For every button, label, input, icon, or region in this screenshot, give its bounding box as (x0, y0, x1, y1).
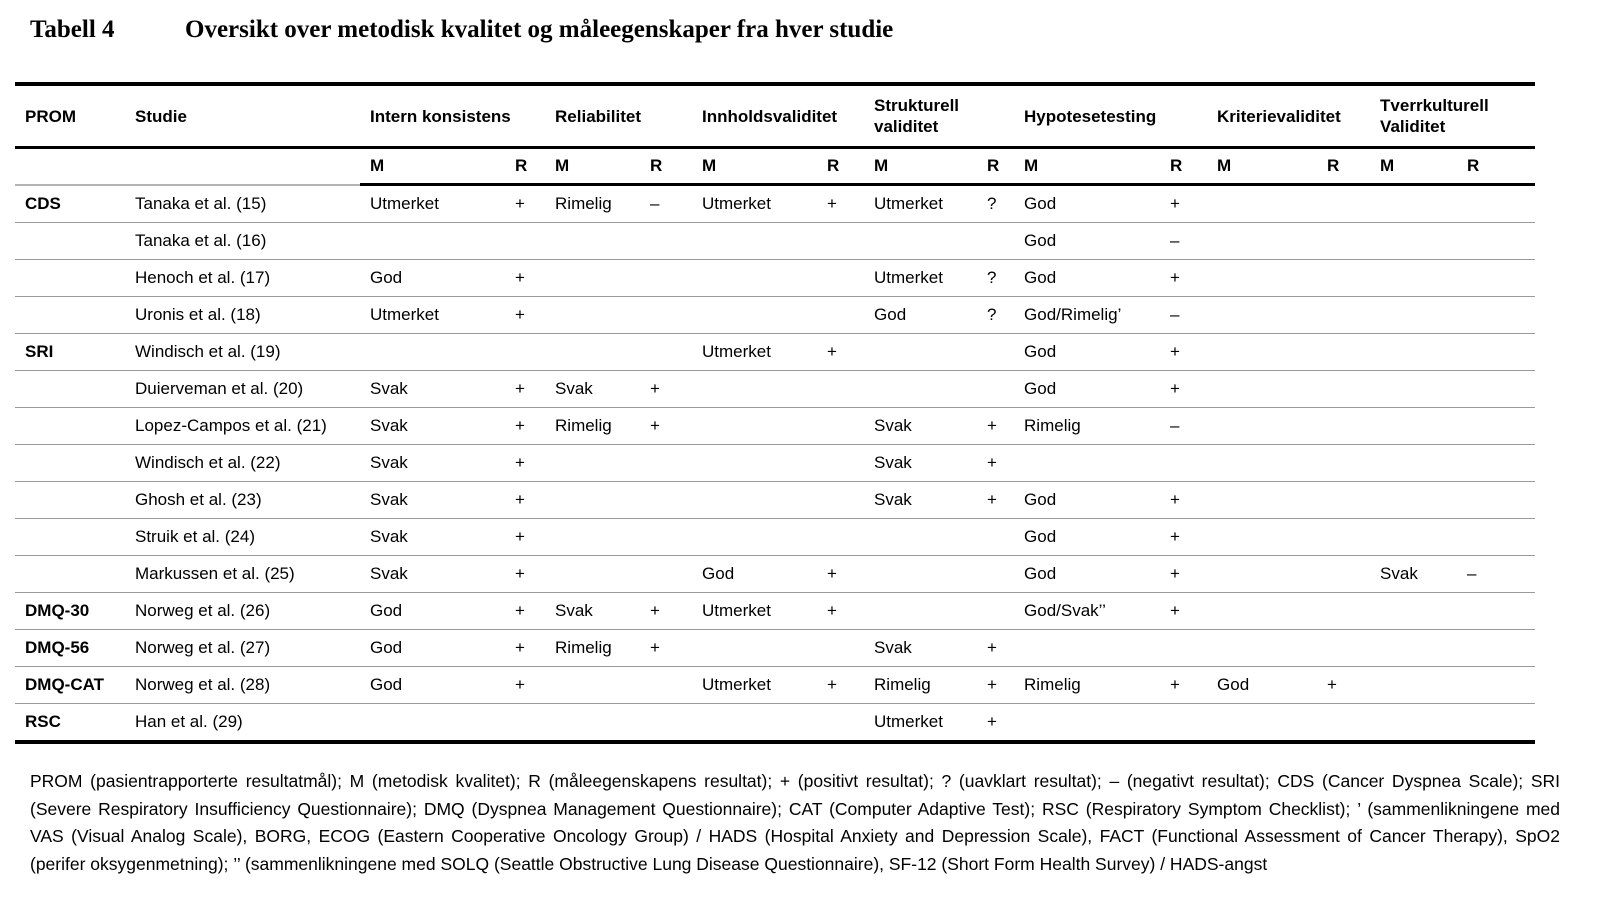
m-cell (360, 334, 505, 371)
m-cell (1370, 704, 1457, 743)
prom-cell (15, 260, 125, 297)
r-cell (505, 334, 545, 371)
m-cell: Utmerket (360, 297, 505, 334)
r-cell: + (505, 408, 545, 445)
studie-cell: Norweg et al. (26) (125, 593, 360, 630)
subheader-r: R (1317, 148, 1370, 185)
m-cell: Utmerket (692, 334, 817, 371)
r-cell: – (1160, 408, 1207, 445)
r-cell: + (640, 408, 692, 445)
subheader-r: R (1160, 148, 1207, 185)
r-cell (1457, 445, 1535, 482)
m-cell: Rimelig (545, 630, 640, 667)
table-row (15, 445, 1535, 482)
r-cell: + (817, 593, 864, 630)
r-cell (640, 556, 692, 593)
r-cell (1317, 185, 1370, 223)
document-page (0, 16, 1600, 897)
r-cell (1160, 704, 1207, 743)
subheader-r: R (977, 148, 1014, 185)
r-cell (1457, 260, 1535, 297)
r-cell (977, 519, 1014, 556)
r-cell: + (977, 445, 1014, 482)
studie-cell: Uronis et al. (18) (125, 297, 360, 334)
m-cell (545, 334, 640, 371)
m-cell (545, 223, 640, 260)
header-row-groups (15, 84, 1535, 148)
prom-cell: DMQ-CAT (15, 667, 125, 704)
r-cell (817, 260, 864, 297)
r-cell: + (1160, 260, 1207, 297)
m-cell (545, 260, 640, 297)
table-row (15, 408, 1535, 445)
r-cell (640, 297, 692, 334)
m-cell: Rimelig (864, 667, 977, 704)
r-cell (1457, 482, 1535, 519)
r-cell (817, 408, 864, 445)
subheader-m: M (360, 148, 505, 185)
m-cell (1370, 371, 1457, 408)
m-cell (545, 556, 640, 593)
r-cell (977, 223, 1014, 260)
m-cell (1014, 445, 1160, 482)
m-cell: God (1014, 371, 1160, 408)
m-cell (1207, 223, 1317, 260)
studie-cell: Windisch et al. (19) (125, 334, 360, 371)
r-cell: + (1160, 185, 1207, 223)
m-cell (864, 593, 977, 630)
m-cell (1014, 630, 1160, 667)
r-cell (817, 371, 864, 408)
m-cell (692, 371, 817, 408)
m-cell (692, 630, 817, 667)
studie-cell: Markussen et al. (25) (125, 556, 360, 593)
r-cell (1457, 667, 1535, 704)
r-cell (1457, 371, 1535, 408)
m-cell: God/Rimelig’ (1014, 297, 1160, 334)
prom-cell: SRI (15, 334, 125, 371)
subheader-m: M (1207, 148, 1317, 185)
m-cell (692, 260, 817, 297)
m-cell: Svak (864, 445, 977, 482)
r-cell (640, 334, 692, 371)
table-row (15, 482, 1535, 519)
header-row-mr (15, 148, 1535, 185)
m-cell (692, 223, 817, 260)
table-row (15, 297, 1535, 334)
r-cell: – (640, 185, 692, 223)
subheader-m: M (692, 148, 817, 185)
r-cell (1457, 185, 1535, 223)
r-cell (817, 297, 864, 334)
m-cell (692, 297, 817, 334)
prom-cell (15, 482, 125, 519)
prom-cell (15, 519, 125, 556)
m-cell (1207, 445, 1317, 482)
studie-cell: Henoch et al. (17) (125, 260, 360, 297)
prom-cell (15, 556, 125, 593)
m-cell (1207, 704, 1317, 743)
r-cell (817, 445, 864, 482)
m-cell: God (1014, 334, 1160, 371)
col-header-prom: PROM (15, 84, 125, 148)
r-cell (977, 371, 1014, 408)
r-cell: + (1160, 593, 1207, 630)
r-cell: ? (977, 185, 1014, 223)
subheader-r: R (1457, 148, 1535, 185)
r-cell: + (505, 185, 545, 223)
r-cell: + (505, 593, 545, 630)
corner-subheader-spacer (15, 148, 360, 185)
r-cell (1317, 223, 1370, 260)
m-cell (864, 334, 977, 371)
m-cell: Svak (360, 371, 505, 408)
table-title (30, 16, 1600, 44)
prom-cell (15, 297, 125, 334)
r-cell: – (1160, 297, 1207, 334)
m-cell (1207, 371, 1317, 408)
r-cell (640, 519, 692, 556)
r-cell (1457, 223, 1535, 260)
m-cell (1207, 297, 1317, 334)
studie-cell: Ghosh et al. (23) (125, 482, 360, 519)
r-cell (817, 519, 864, 556)
r-cell (1317, 704, 1370, 743)
r-cell (817, 630, 864, 667)
r-cell (977, 593, 1014, 630)
prom-cell: CDS (15, 185, 125, 223)
r-cell (977, 556, 1014, 593)
r-cell (1317, 260, 1370, 297)
subheader-m: M (545, 148, 640, 185)
m-cell (1370, 593, 1457, 630)
m-cell (360, 704, 505, 743)
r-cell (1457, 704, 1535, 743)
prom-cell (15, 408, 125, 445)
r-cell (640, 445, 692, 482)
m-cell (1014, 704, 1160, 743)
m-cell: God (1207, 667, 1317, 704)
m-cell: Svak (360, 482, 505, 519)
r-cell (1317, 593, 1370, 630)
r-cell: + (640, 593, 692, 630)
m-cell (1370, 260, 1457, 297)
m-cell: God (360, 593, 505, 630)
m-cell (545, 667, 640, 704)
r-cell: ? (977, 297, 1014, 334)
r-cell: + (977, 482, 1014, 519)
studie-cell: Lopez-Campos et al. (21) (125, 408, 360, 445)
group-header-2: Innholdsvaliditet (692, 84, 864, 148)
m-cell (1207, 630, 1317, 667)
group-header-0: Intern konsistens (360, 84, 545, 148)
r-cell (1317, 297, 1370, 334)
quality-overview-table (15, 82, 1535, 744)
table-row (15, 556, 1535, 593)
m-cell: Rimelig (1014, 667, 1160, 704)
table-row (15, 519, 1535, 556)
table-row (15, 223, 1535, 260)
r-cell: + (977, 630, 1014, 667)
r-cell: + (505, 297, 545, 334)
m-cell: God (864, 297, 977, 334)
subheader-m: M (864, 148, 977, 185)
r-cell: + (505, 371, 545, 408)
m-cell: Svak (545, 371, 640, 408)
r-cell: + (505, 260, 545, 297)
group-header-3: Strukturell validitet (864, 84, 1014, 148)
r-cell (640, 260, 692, 297)
m-cell (1207, 482, 1317, 519)
m-cell (1370, 445, 1457, 482)
m-cell (1207, 260, 1317, 297)
m-cell: God (1014, 260, 1160, 297)
table-row (15, 630, 1535, 667)
r-cell (1317, 334, 1370, 371)
m-cell (1370, 667, 1457, 704)
r-cell: + (505, 482, 545, 519)
m-cell: Utmerket (692, 593, 817, 630)
m-cell (864, 556, 977, 593)
m-cell (1370, 482, 1457, 519)
prom-cell (15, 371, 125, 408)
m-cell: God (1014, 223, 1160, 260)
group-header-5: Kriterievaliditet (1207, 84, 1370, 148)
r-cell (1457, 519, 1535, 556)
r-cell (1317, 371, 1370, 408)
m-cell: God (1014, 519, 1160, 556)
group-header-6: Tverrkulturell Validitet (1370, 84, 1535, 148)
studie-cell: Norweg et al. (27) (125, 630, 360, 667)
m-cell: Svak (864, 482, 977, 519)
subheader-m: M (1014, 148, 1160, 185)
m-cell (360, 223, 505, 260)
r-cell: + (505, 667, 545, 704)
r-cell: + (817, 185, 864, 223)
m-cell (545, 445, 640, 482)
m-cell (692, 704, 817, 743)
table-footnote: PROM (pasientrapporterte resultatmål); M (metodisk kvalitet); R (måleegenskapens resultat); + (positivt resultat); ? (uavklart resultat); – (negativt resultat); CDS (Cancer Dyspnea Scale); SRI (Severe Respiratory Insufficiency Questionnaire); DMQ (Dyspnea Management Questionnaire); CAT (Computer Adaptive Test); RSC (Respiratory Symptom Checklist); ’ (sammenlikningene med VAS (Visual Analog Scale), BORG, ECOG (Eastern Cooperative Oncology Group) / HADS (Hospital Anxiety and Depression Scale), FACT (Functional Assessment of Cancer Therapy), SpO2 (perifer oksygenmetning); ’’ (sammenlikningene med SOLQ (Seattle Obstructive Lung Disease Questionnaire), SF-12 (Short Form Health Survey) / HADS-angst (30, 771, 1560, 874)
m-cell: Rimelig (545, 408, 640, 445)
col-header-studie: Studie (125, 84, 360, 148)
m-cell (1207, 408, 1317, 445)
m-cell (1370, 185, 1457, 223)
table-number-label: Tabell 4 (30, 16, 115, 43)
m-cell: God (360, 667, 505, 704)
r-cell: ? (977, 260, 1014, 297)
studie-cell: Tanaka et al. (16) (125, 223, 360, 260)
r-cell (505, 223, 545, 260)
r-cell (1317, 482, 1370, 519)
r-cell: + (987, 712, 997, 731)
table-row (15, 593, 1535, 630)
m-cell: Svak (360, 445, 505, 482)
r-cell: + (640, 371, 692, 408)
prom-cell: DMQ-30 (15, 593, 125, 630)
m-cell (1370, 408, 1457, 445)
m-cell: Utmerket (864, 260, 977, 297)
r-cell: + (1160, 667, 1207, 704)
m-cell (545, 297, 640, 334)
studie-cell: Duierveman et al. (20) (125, 371, 360, 408)
m-cell: God (1014, 482, 1160, 519)
m-cell: Utmerket (874, 712, 943, 731)
r-cell (1457, 408, 1535, 445)
m-cell: Utmerket (692, 667, 817, 704)
m-cell: God (1014, 185, 1160, 223)
m-cell (692, 408, 817, 445)
prom-cell: DMQ-56 (15, 630, 125, 667)
m-cell: God (692, 556, 817, 593)
r-cell: + (505, 519, 545, 556)
r-cell: + (817, 667, 864, 704)
studie-cell: Struik et al. (24) (125, 519, 360, 556)
table-row (15, 704, 1535, 743)
r-cell (640, 667, 692, 704)
prom-cell: RSC (25, 712, 61, 731)
prom-cell (15, 223, 125, 260)
r-cell: – (1457, 556, 1535, 593)
r-cell: + (1160, 482, 1207, 519)
table-title-text: Oversikt over metodisk kvalitet og måleegenskaper fra hver studie (185, 16, 894, 43)
group-header-1: Reliabilitet (545, 84, 692, 148)
m-cell (1370, 297, 1457, 334)
m-cell: Utmerket (360, 185, 505, 223)
r-cell (1317, 519, 1370, 556)
r-cell: + (817, 556, 864, 593)
r-cell (977, 334, 1014, 371)
m-cell (1207, 185, 1317, 223)
m-cell (864, 519, 977, 556)
table-row (15, 185, 1535, 223)
m-cell (545, 704, 640, 743)
m-cell (1207, 519, 1317, 556)
r-cell: + (1317, 667, 1370, 704)
table-row (15, 371, 1535, 408)
r-cell (640, 482, 692, 519)
m-cell: Svak (864, 408, 977, 445)
m-cell (1370, 519, 1457, 556)
subheader-r: R (640, 148, 692, 185)
m-cell (1207, 593, 1317, 630)
m-cell (1207, 334, 1317, 371)
m-cell: God (1014, 556, 1160, 593)
m-cell (864, 223, 977, 260)
m-cell (864, 371, 977, 408)
table-row (15, 667, 1535, 704)
r-cell: + (505, 556, 545, 593)
subheader-r: R (817, 148, 864, 185)
r-cell (1160, 630, 1207, 667)
r-cell: + (977, 667, 1014, 704)
r-cell (1457, 297, 1535, 334)
r-cell: + (1160, 556, 1207, 593)
m-cell (692, 482, 817, 519)
m-cell: Svak (1370, 556, 1457, 593)
r-cell (1160, 445, 1207, 482)
r-cell: + (1160, 334, 1207, 371)
r-cell: + (977, 408, 1014, 445)
r-cell (1317, 445, 1370, 482)
studie-cell: Han et al. (29) (135, 712, 243, 731)
m-cell (1370, 334, 1457, 371)
prom-cell (15, 445, 125, 482)
table-row (15, 260, 1535, 297)
m-cell: Svak (864, 630, 977, 667)
studie-cell: Norweg et al. (28) (125, 667, 360, 704)
m-cell: God/Svak’’ (1014, 593, 1160, 630)
table-body (15, 185, 1535, 743)
r-cell (817, 482, 864, 519)
r-cell (1457, 630, 1535, 667)
m-cell: Utmerket (864, 185, 977, 223)
group-header-4: Hypotesetesting (1014, 84, 1207, 148)
studie-cell: Windisch et al. (22) (125, 445, 360, 482)
m-cell: Svak (360, 519, 505, 556)
r-cell (640, 223, 692, 260)
subheader-r: R (505, 148, 545, 185)
r-cell (1317, 408, 1370, 445)
r-cell: – (1160, 223, 1207, 260)
r-cell (1317, 630, 1370, 667)
r-cell (817, 704, 864, 743)
m-cell: God (360, 260, 505, 297)
table-row (15, 334, 1535, 371)
m-cell (545, 519, 640, 556)
m-cell: Rimelig (1014, 408, 1160, 445)
m-cell (1207, 556, 1317, 593)
r-cell: + (1160, 371, 1207, 408)
subheader-m: M (1370, 148, 1457, 185)
r-cell (640, 704, 692, 743)
r-cell: + (505, 630, 545, 667)
r-cell: + (817, 334, 864, 371)
m-cell (1370, 630, 1457, 667)
r-cell (505, 704, 545, 743)
m-cell (545, 482, 640, 519)
m-cell: Svak (545, 593, 640, 630)
r-cell (817, 223, 864, 260)
studie-cell: Tanaka et al. (15) (125, 185, 360, 223)
r-cell: + (505, 445, 545, 482)
m-cell: God (360, 630, 505, 667)
m-cell: Utmerket (692, 185, 817, 223)
table-header (15, 84, 1535, 185)
r-cell (1317, 556, 1370, 593)
m-cell: Svak (360, 556, 505, 593)
m-cell (692, 445, 817, 482)
r-cell (1457, 334, 1535, 371)
r-cell: + (1160, 519, 1207, 556)
m-cell: Rimelig (545, 185, 640, 223)
r-cell: + (640, 630, 692, 667)
m-cell: Svak (360, 408, 505, 445)
m-cell (1370, 223, 1457, 260)
r-cell (1457, 593, 1535, 630)
m-cell (692, 519, 817, 556)
